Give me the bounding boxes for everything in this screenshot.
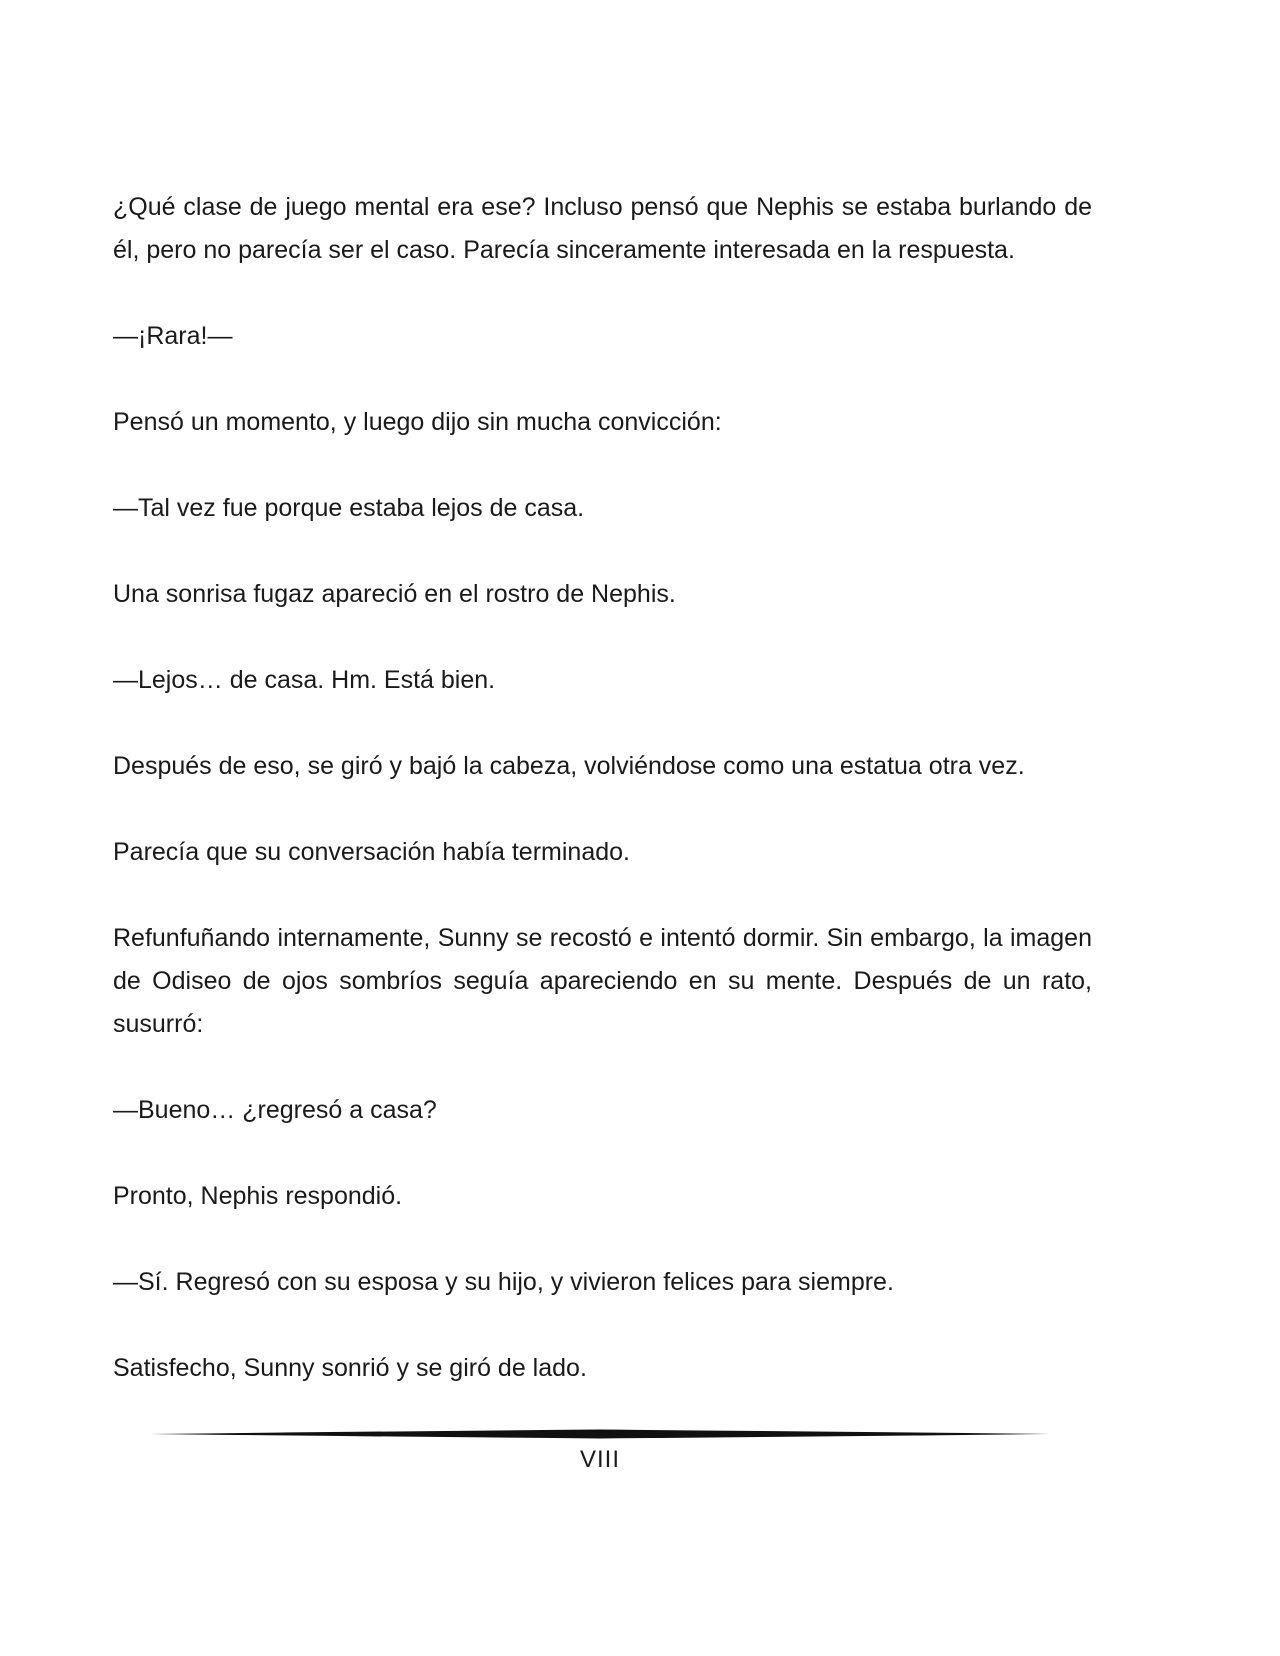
ornamental-divider xyxy=(150,1427,1050,1441)
paragraph-5: Una sonrisa fugaz apareció en el rostro de Nephis. xyxy=(113,580,676,608)
page-number: VIII xyxy=(579,1446,620,1473)
paragraph-8: Parecía que su conversación había terminado. xyxy=(113,838,630,866)
paragraph-12: —Sí. Regresó con su esposa y su hijo, y vivieron felices para siempre. xyxy=(113,1268,894,1296)
paragraph-7: Después de eso, se giró y bajó la cabeza, volviéndose como una estatua otra vez. xyxy=(113,752,1025,780)
paragraph-13: Satisfecho, Sunny sonrió y se giró de lado. xyxy=(113,1354,587,1382)
paragraph-4: —Tal vez fue porque estaba lejos de casa. xyxy=(113,494,585,522)
paragraph-9: Refunfuñando internamente, Sunny se recostó e intentó dormir. Sin embargo, la imagen de Odiseo de ojos sombríos seguía apareciendo en su mente. Después de un rato, susurró: xyxy=(113,924,1092,1038)
paragraph-10: —Bueno… ¿regresó a casa? xyxy=(113,1096,437,1124)
paragraph-6: —Lejos… de casa. Hm. Está bien. xyxy=(113,666,496,694)
paragraph-3: Pensó un momento, y luego dijo sin mucha convicción: xyxy=(113,408,722,436)
paragraph-1: ¿Qué clase de juego mental era ese? Incluso pensó que Nephis se estaba burlando de él, pero no parecía ser el caso. Parecía sinceramente interesada en la respuesta. xyxy=(113,193,1092,264)
paragraph-11: Pronto, Nephis respondió. xyxy=(113,1182,403,1210)
paragraph-2: —¡Rara!— xyxy=(113,322,233,350)
